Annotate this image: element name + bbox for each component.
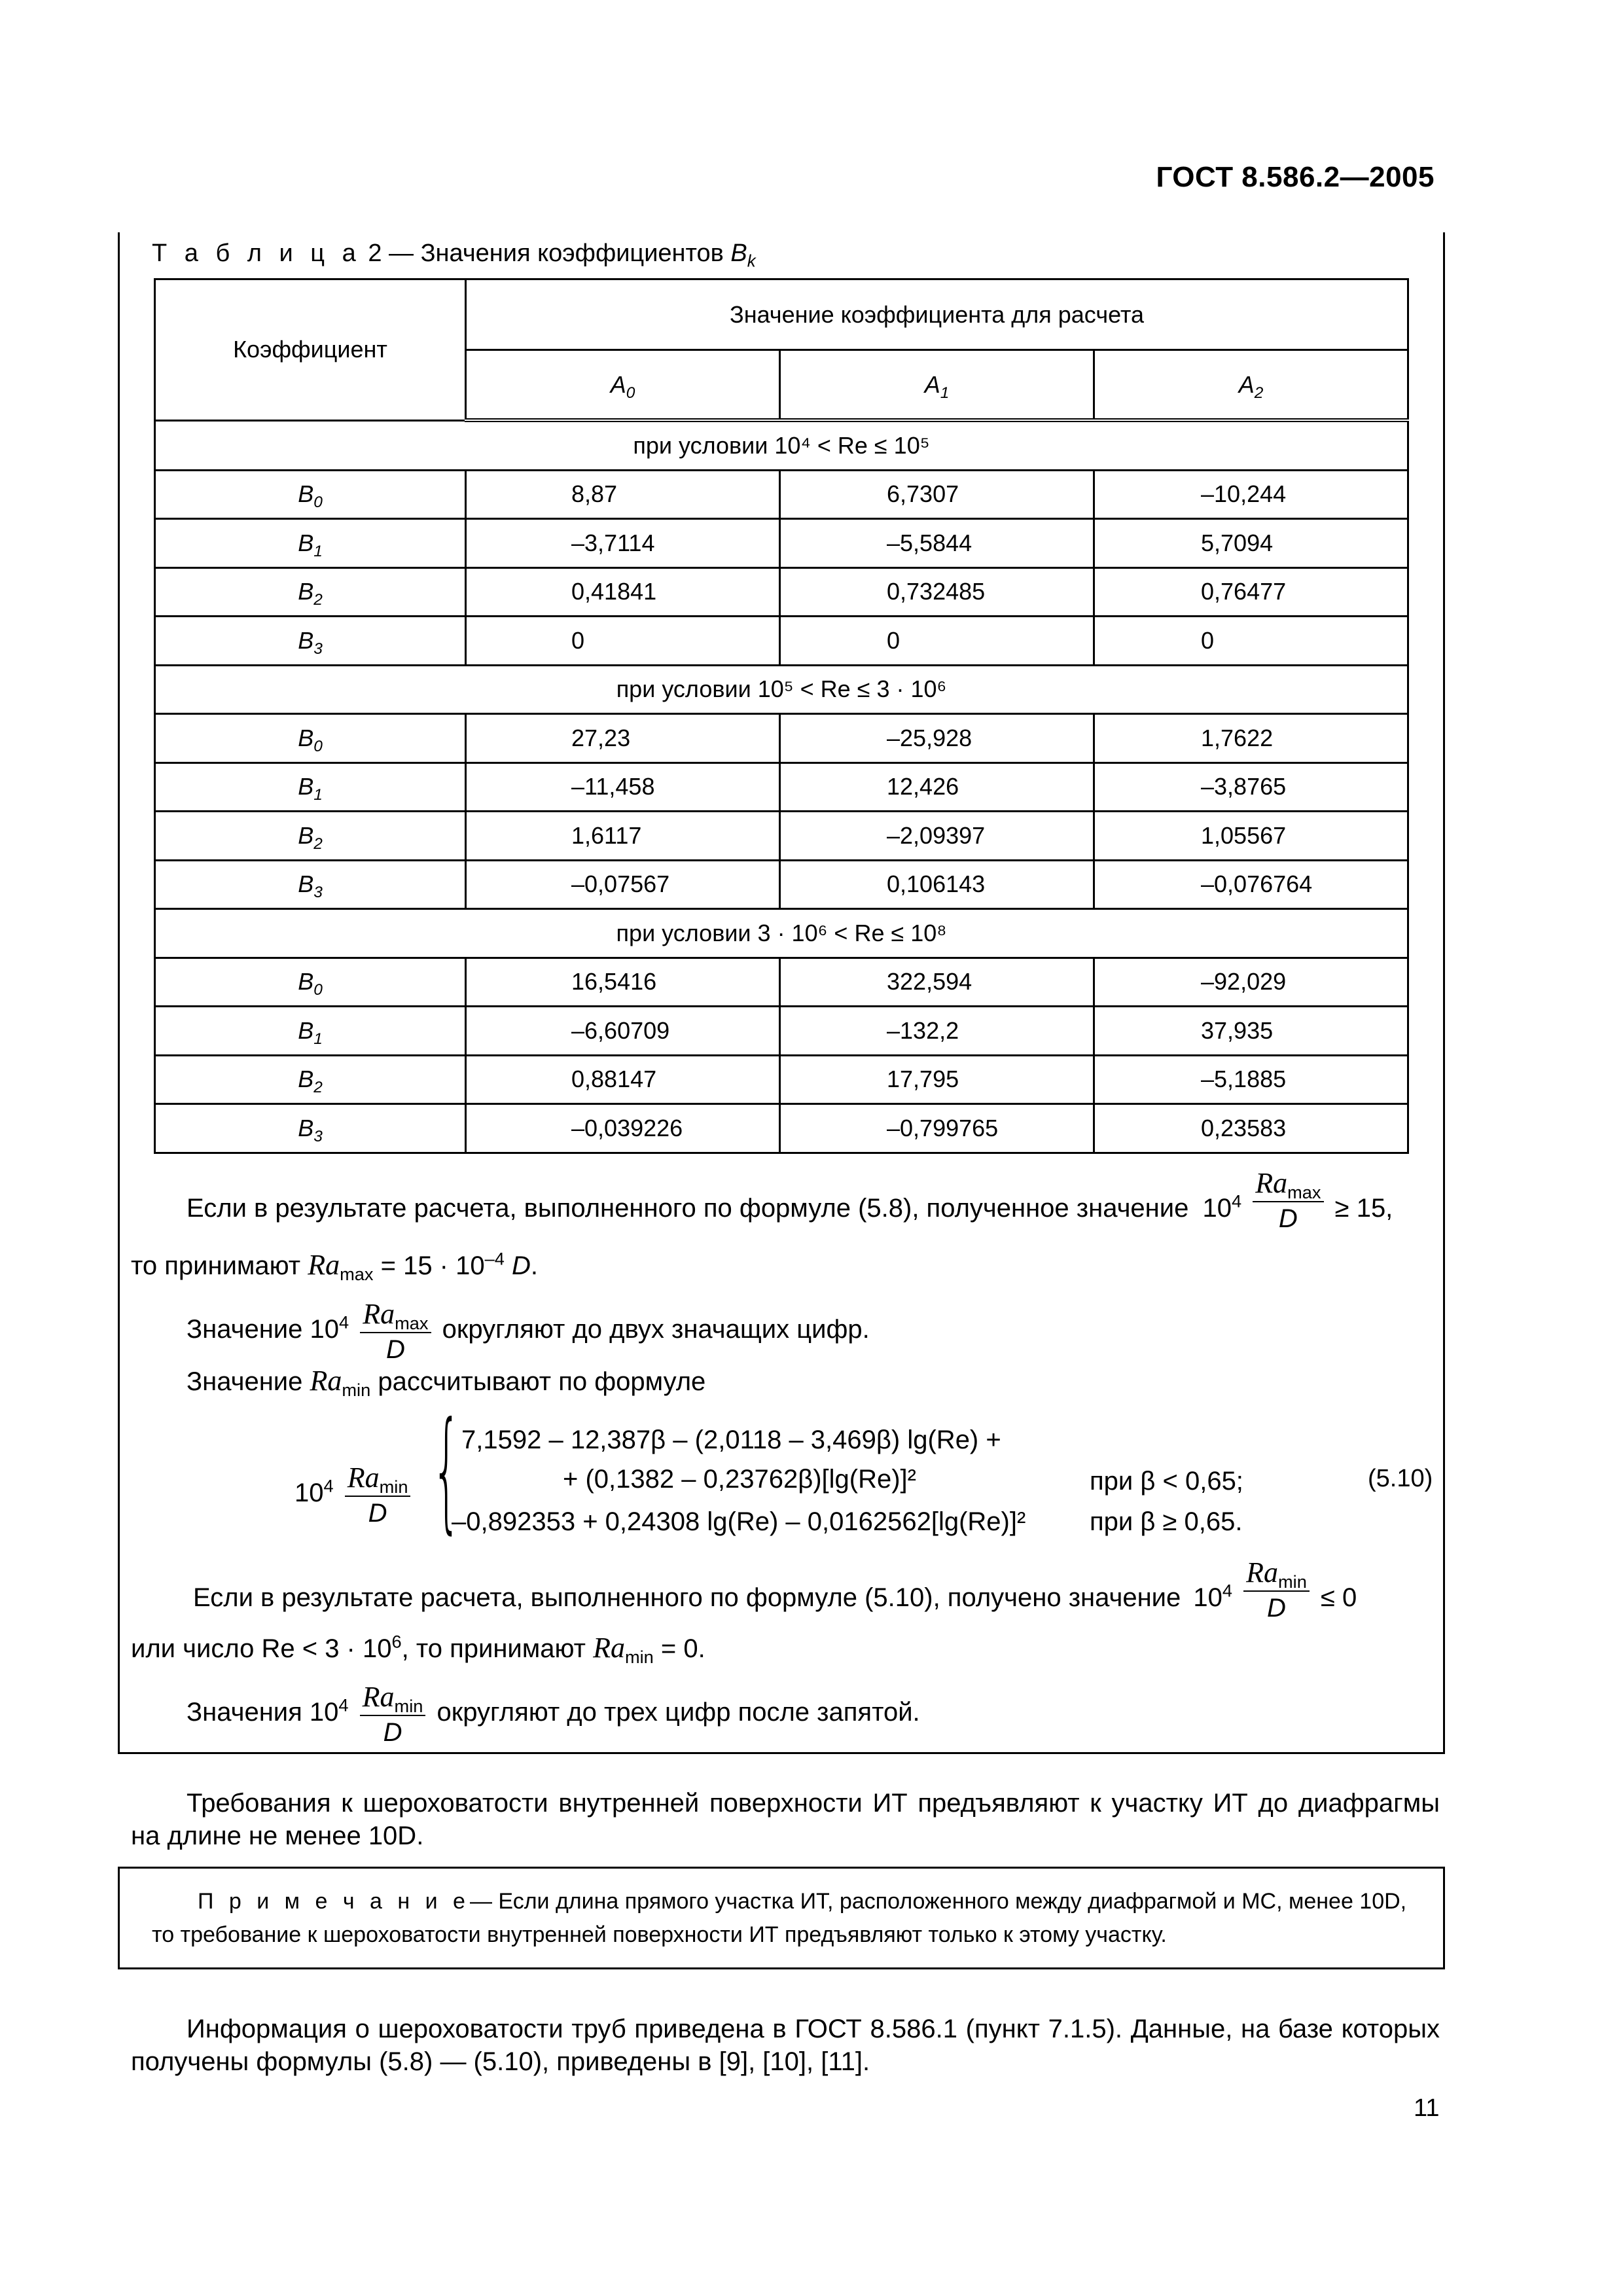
value-a1: –5,5844 bbox=[780, 519, 1094, 568]
coefficient-name: $B_0$ bbox=[155, 714, 466, 763]
value-a0: 16,5416 bbox=[466, 958, 780, 1007]
value-a0: 0,41841 bbox=[466, 567, 780, 617]
coefficient-name: $B_2$ bbox=[155, 567, 466, 617]
value-a1: 322,594 bbox=[780, 958, 1094, 1007]
header-a2: $A_2$ bbox=[1094, 350, 1408, 421]
value-a0: –0,07567 bbox=[466, 860, 780, 909]
value-a1: –0,799765 bbox=[780, 1104, 1094, 1153]
table-row bbox=[155, 860, 1408, 909]
value-a1: –25,928 bbox=[780, 714, 1094, 763]
coefficient-name: $B_2$ bbox=[155, 812, 466, 861]
brace-icon: { bbox=[432, 1394, 461, 1547]
formula-condition-1: при β < 0,65; bbox=[1090, 1467, 1243, 1496]
value-a2: –5,1885 bbox=[1094, 1055, 1408, 1104]
formula-condition-2: при β ≥ 0,65. bbox=[1090, 1507, 1243, 1536]
coefficient-name: $B_3$ bbox=[155, 860, 466, 909]
paragraph-ramin-zero: или число $Re < 3 \cdot 10^6$, то принимают $Ra_{min} = 0$. bbox=[131, 1631, 705, 1667]
value-a0: 0,88147 bbox=[466, 1055, 780, 1104]
formula-number: (5.10) bbox=[1368, 1465, 1433, 1492]
table-row bbox=[155, 567, 1408, 617]
coefficient-name: $B_3$ bbox=[155, 1104, 466, 1153]
condition-row: при условии 10⁵ < Re ≤ 3 · 10⁶ bbox=[155, 665, 1408, 714]
coefficient-name: $B_1$ bbox=[155, 519, 466, 568]
value-a0: 0 bbox=[466, 617, 780, 666]
value-a2: 5,7094 bbox=[1094, 519, 1408, 568]
header-a1: $A_1$ bbox=[780, 350, 1094, 421]
note: П р и м е ч а н и е— Если длина прямого участка ИТ, расположенного между диафрагмой и МС, менее 10D, то требование к шероховатости внутренней поверхности ИТ предъявляют только к этому участку. bbox=[152, 1889, 1407, 1947]
page-number: 11 bbox=[1414, 2094, 1440, 2122]
paragraph-ramax-round: Значение $10^4$ $\frac{Ra_{max}}{D}$ округляют до двух значащих цифр. bbox=[187, 1296, 870, 1366]
paragraph-requirements: Требования к шероховатости внутренней поверхности ИТ предъявляют к участку ИТ до диафрагмы на длине не менее 10D. bbox=[131, 1789, 1440, 1850]
header-coefficient: Коэффициент bbox=[155, 279, 466, 421]
formula-lhs: $10^4$ $\frac{Ra_{min}}{D}$ bbox=[294, 1460, 414, 1530]
value-a2: –10,244 bbox=[1094, 470, 1408, 519]
value-a0: 27,23 bbox=[466, 714, 780, 763]
value-a2: –0,076764 bbox=[1094, 860, 1408, 909]
condition-row: при условии 10⁴ < Re ≤ 10⁵ bbox=[155, 420, 1408, 470]
formula-line-3: –0,892353 + 0,24308 lg(Re) – 0,0162562[lg(Re)]² bbox=[452, 1507, 1026, 1536]
table-row bbox=[155, 470, 1408, 519]
value-a1: –132,2 bbox=[780, 1007, 1094, 1056]
value-a1: 17,795 bbox=[780, 1055, 1094, 1104]
coefficients-table bbox=[154, 278, 1409, 1154]
value-a0: 8,87 bbox=[466, 470, 780, 519]
value-a1: 0 bbox=[780, 617, 1094, 666]
table-row bbox=[155, 1007, 1408, 1056]
coefficient-name: $B_2$ bbox=[155, 1055, 466, 1104]
table-caption: Т а б л и ц а 2 — Значения коэффициентов $B_k$ bbox=[152, 240, 756, 271]
paragraph-ramax-condition: Если в результате расчета, выполненного по формуле (5.8), полученное значение $10^4$ $\frac{Ra_{max}}{D}$ ≥ 15, bbox=[187, 1185, 1443, 1235]
value-a1: –2,09397 bbox=[780, 812, 1094, 861]
coefficient-name: $B_0$ bbox=[155, 470, 466, 519]
value-a2: 1,05567 bbox=[1094, 812, 1408, 861]
value-a1: 0,732485 bbox=[780, 567, 1094, 617]
value-a0: –0,039226 bbox=[466, 1104, 780, 1153]
value-a2: 1,7622 bbox=[1094, 714, 1408, 763]
coefficient-name: $B_3$ bbox=[155, 617, 466, 666]
header-a0: $A_0$ bbox=[466, 350, 780, 421]
formula-line-2: + (0,1382 – 0,23762β)[lg(Re)]² bbox=[563, 1465, 916, 1494]
table-row bbox=[155, 617, 1408, 666]
value-a2: 37,935 bbox=[1094, 1007, 1408, 1056]
paragraph-ramin-round: Значения $10^4$ $\frac{Ra_{min}}{D}$ округляют до трех цифр после запятой. bbox=[187, 1679, 920, 1749]
value-a1: 12,426 bbox=[780, 762, 1094, 812]
paragraph-ramax-value: то принимают $Ra_{max} = 15 \cdot 10^{-4}$ D. bbox=[131, 1248, 538, 1284]
value-a0: –3,7114 bbox=[466, 519, 780, 568]
standard-header: ГОСТ 8.586.2—2005 bbox=[1156, 161, 1435, 193]
table-row bbox=[155, 812, 1408, 861]
value-a2: 0,23583 bbox=[1094, 1104, 1408, 1153]
value-a1: 0,106143 bbox=[780, 860, 1094, 909]
coefficient-name: $B_0$ bbox=[155, 958, 466, 1007]
table-row bbox=[155, 1055, 1408, 1104]
value-a0: 1,6117 bbox=[466, 812, 780, 861]
value-a2: 0,76477 bbox=[1094, 567, 1408, 617]
value-a1: 6,7307 bbox=[780, 470, 1094, 519]
paragraph-ramin-condition: Если в результате расчета, выполненного по формуле (5.10), получено значение $10^4$ $\frac{Ra_{min}}{D}$ ≤ 0 bbox=[193, 1574, 1450, 1624]
coefficient-name: $B_1$ bbox=[155, 1007, 466, 1056]
table-row bbox=[155, 519, 1408, 568]
table-row bbox=[155, 714, 1408, 763]
formula-line-1: 7,1592 – 12,387β – (2,0118 – 3,469β) lg(Re) + bbox=[461, 1426, 1001, 1454]
header-value-group: Значение коэффициента для расчета bbox=[466, 279, 1408, 350]
paragraph-ramin-formula-intro: Значение $Ra_{min}$ рассчитывают по формуле bbox=[187, 1365, 706, 1400]
paragraph-info: Информация о шероховатости труб приведена в ГОСТ 8.586.1 (пункт 7.1.5). Данные, на базе которых получены формулы (5.8) — (5.10), приведены в [9], [10], [11]. bbox=[131, 2015, 1440, 2076]
table-row bbox=[155, 762, 1408, 812]
value-a0: –6,60709 bbox=[466, 1007, 780, 1056]
coefficient-name: $B_1$ bbox=[155, 762, 466, 812]
table-row bbox=[155, 1104, 1408, 1153]
value-a2: 0 bbox=[1094, 617, 1408, 666]
table-row bbox=[155, 958, 1408, 1007]
value-a2: –3,8765 bbox=[1094, 762, 1408, 812]
value-a2: –92,029 bbox=[1094, 958, 1408, 1007]
value-a0: –11,458 bbox=[466, 762, 780, 812]
condition-row: при условии 3 · 10⁶ < Re ≤ 10⁸ bbox=[155, 909, 1408, 958]
